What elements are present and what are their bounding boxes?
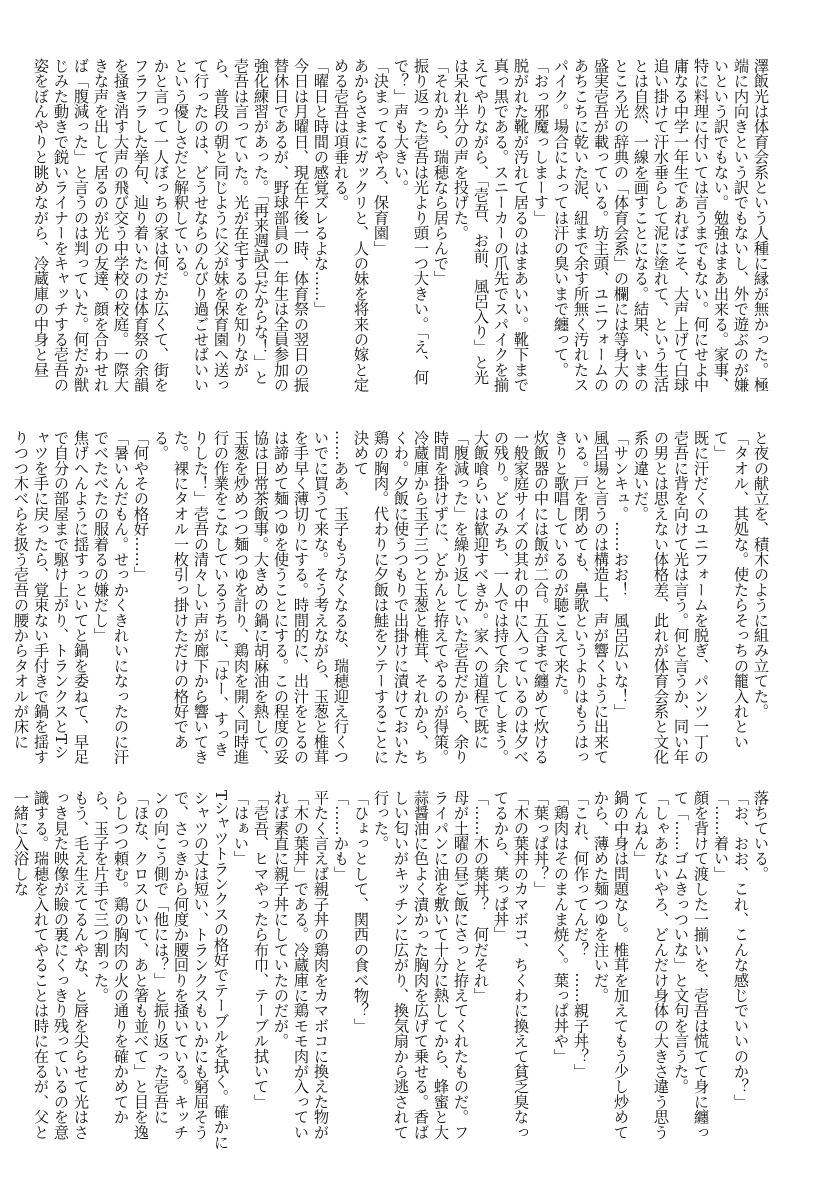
paragraph: あからさまにガックリと、人の妹を将来の嫁と定める壱吾は項垂れる。 xyxy=(332,58,370,393)
text-tier-middle xyxy=(12,430,771,770)
paragraph: Tシャツトランクスの格好でテーブルを拭く。確かにシャツの丈は短い、トランクスもいかにも窮屈そうで、さっきから何度か腰回りを掻いている。キッチンの向こう側で「他には？」と振り返った壱吾に「ほな、クロスひいて、あと箸も並べて」と目を逸らしつつ頼む。鶏の胸肉の火の通りを確かめてから、玉子を片手で三つ割った。 xyxy=(92,790,230,1150)
paragraph: 「曜日と時間の感覚ズレるよな……」 xyxy=(312,58,330,317)
paragraph: 平たく言えば親子丼の鶏肉をカマボコに換えた物が「木の葉丼」である。冷蔵庫に鶏モモ肉が入っていれば素直に親子丼にしていたのだが。 xyxy=(272,790,330,1140)
paragraph: 「木の葉丼のカマボコ、ちくわに換えて貧乏臭なってるから、葉っぱ丼」 xyxy=(492,790,530,1140)
paragraph: 今日は月曜日、現在午後一時、体育祭の翌日の振替休日であるが、野球部員の一年生は全員参加の強化練習があった。「再来週試合だからな！」と壱吾は言っていた。光が在宅するのを知りながら、普段の朝と同じように父が妹を保育園へ送って行ったのは、どうせならのんびり過ごせばいいという優しさだと解釈している。 xyxy=(172,58,310,393)
paragraph: 「ひょっとして、関西の食べ物？」 xyxy=(352,790,370,1034)
paragraph: 「葉っぱ丼？」 xyxy=(532,790,550,897)
paragraph: 顔を背けて渡した一揃いを、壱吾は慌てて身に纏って「……ゴムきっついな」と文句を言うた。 xyxy=(672,790,710,1140)
paragraph: 焦げへんように揺すっといてと鍋を委ねて、早足で自分の部屋まで駆け上がり、トランクスとTシャツを手に戻ったら、覚束ない手付きで鍋を揺すりつつ木べらを扱う壱吾の腰からタオルが床に xyxy=(12,430,90,765)
paragraph: 鍋の中身は問題なし。椎茸を加えてもう少し炒めてから、薄めた麺つゆを注いだ。 xyxy=(592,790,630,1140)
paragraph: もう、毛え生えてるんやな、と唇を尖らせて光はさっき見た映像が瞼の裏にくっきり残っているのを意識する。瑞穂を入れてやることは時に在るが、父と一緒に入浴しな xyxy=(12,790,90,1140)
paragraph: 澤飯光は体育会系という人種に縁が無かった。極端に内向きという訳でもないし、外で遊ぶのが嫌いという訳でもない。勉強はまあ出来る。家事、特に料理に付いては言うまでもない。何にせよ中庸なる中学一年生であればこそ、大声上げて白球追い掛けて汗水垂らして泥に塗れて、という生活とは自然、一線を画すことになる。結果、いまのところ光の辞典の「体育会系」の欄には等身大の盛実壱吾が載っている。坊主頭、ユニフォームのあちこちに乾いた泥、紐まで余す所無く汚れたスパイク。場合によっては汗の臭いまで纏って。 xyxy=(552,58,770,393)
paragraph: 「それから、瑞穂なら居らんで」 xyxy=(432,58,450,286)
paragraph: 「鶏肉はそのまんま焼く。葉っぱ丼や」 xyxy=(552,790,570,1064)
paragraph: 「……かも」 xyxy=(332,790,350,882)
paragraph: 「これ、何作ってんだ？ ……親子丼？」 xyxy=(572,790,590,1079)
paragraph: 「タオル、其処な。使たらそっちの籠入れといて」 xyxy=(712,430,750,750)
paragraph: 既に汗だくのユニフォームを脱ぎ、パンツ一丁の壱吾に背を向けて光は言う。何と言うか、同い年の男とは思えない体格差、此れが体育会系と文化系の違いだ。 xyxy=(632,430,710,765)
paragraph: 「はぁい」 xyxy=(232,790,250,866)
paragraph: 脱がれた靴が汚れて居るのはまあいい。靴下まで真っ黒である。スニーカーの爪先でスパイクを揃えてやりながら、「壱吾、お前、風呂入り」と光は呆れ半分の声を投げた。 xyxy=(452,58,530,393)
paragraph: 「何やその格好……」 xyxy=(132,430,150,582)
paragraph: 「暑いんだもん。せっかくきれいになったのに汗でべたべたの服着るの嫌だし」 xyxy=(92,430,130,765)
paragraph: 「決まってるやろ、保育園」 xyxy=(372,58,390,256)
text-tier-bottom xyxy=(12,790,771,1150)
paragraph: 「しゃあないやろ、どんだけ身体の大きさ違う思うてんねん」 xyxy=(632,790,670,1140)
text-tier-top xyxy=(32,58,771,398)
paragraph: 「おっ邪魔っしまーす」 xyxy=(532,58,550,226)
paragraph: 「壱吾、ヒマやったら布巾、テーブル拭いて」 xyxy=(252,790,270,1110)
paragraph: 「……木の葉丼？ 何だそれ」 xyxy=(472,790,490,1003)
paragraph: 落ちている。 xyxy=(752,790,770,882)
paragraph: 炊飯器の中には飯が二合。五合まで纏めて炊ける一般家庭サイズの其れの中に入っているのは夕べの残り。どのみち、一人では持て余してしまう。大飯喰らいは歓迎すべきか。家への道程で既に「腹減った」を繰り返していた壱吾だから、余り時間を掛けずに、どかんと拵えてやるのが得策。冷蔵庫から玉子三つと玉葱と椎茸、それから、ちくわ。夕飯に使うつもりで出掛けに漬けておいた鶏の胸肉。代わりに夕飯は鮭をソテーすることに決めて xyxy=(352,430,550,765)
paragraph: ……ああ、玉子もうなくなるな、瑞穂迎え行くついでに買うて来な。そう考えながら、玉葱と椎茸を手早く薄切りにする。時間的に、出汁をとるのは諦めて麺つゆを使うことにする。この程度の妥協は日常茶飯事。大きめの鍋に胡麻油を熱して、玉葱を炒めつつ麺つゆを計り、鶏肉を開く同時進行の作業をこなしているうちに、「はー、すっきりした！」壱吾の清々しい声が廊下から響いてきた。裸にタオル一枚引っ掛けただけの格好である。 xyxy=(152,430,350,765)
paragraph: と夜の献立を、積木のように組み立てた。 xyxy=(752,430,770,719)
paragraph: 母が土曜の昼ご飯にさっと拵えてくれたものだ。フライパンに油を敷いて十分に熱してから、蜂蜜と大蒜醤油に色よく漬かった胸肉を広げて乗せる。香ばしい匂いがキッチンに広がり、換気扇から逃されて行った。 xyxy=(372,790,470,1140)
paragraph: 「お、おお、これ、こんな感じでいいのか？」 xyxy=(732,790,750,1110)
paragraph: かと言って一人ぼっちの家は何だか広くて、街をフラフラした挙句、辿り着いたのは体育祭の余韻を掻き消す大声の飛び交う中学校の校庭。一際大きな声を出して居るのが光の友達、顔を合わせれば「腹減った」と言うのは判っていた。何だか獣じみた動きで鋭いライナーをキャッチする壱吾の姿をぼんやりと眺めながら、冷蔵庫の中身と昼 xyxy=(32,58,170,393)
paragraph: 「サンキュ。……おお！ 風呂広いな！」 xyxy=(612,430,630,719)
paragraph: 風呂場と言うのは構造上、声が響くように出来ている。戸を閉めても、鼻歌というよりはもうはっきりと歌唱しているのが聴こえて来た。 xyxy=(552,430,610,765)
paragraph: 振り返った壱吾は光より頭一つ大きい。「え、何で？」声も大きい。 xyxy=(392,58,430,385)
paragraph: 「……着い」 xyxy=(712,790,730,882)
